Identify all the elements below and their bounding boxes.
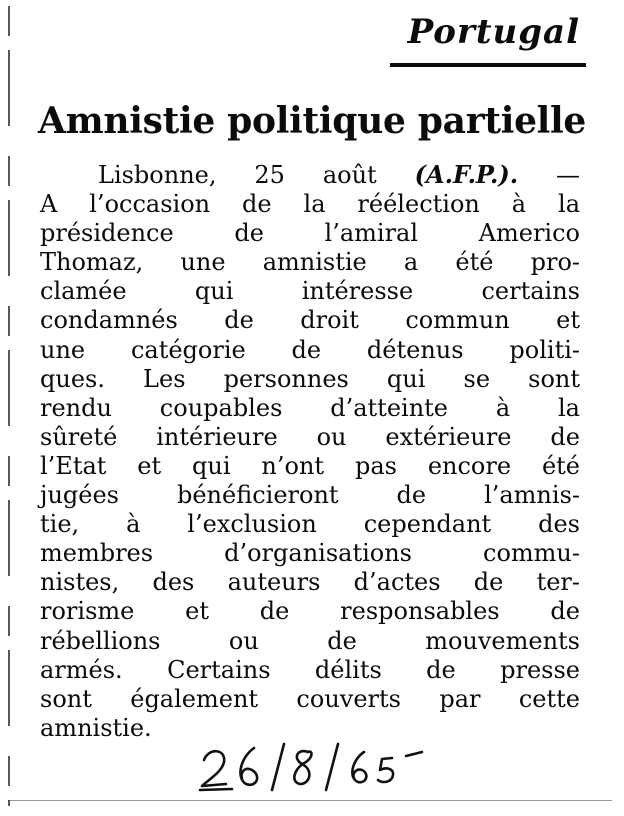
- dateline-dash: —: [555, 161, 580, 189]
- article-line: une catégorie de détenus politi-: [40, 335, 580, 364]
- article-line: Thomaz, une amnistie a été pro-: [40, 248, 580, 277]
- article-line: l’Etat et qui n’ont pas encore été: [40, 451, 580, 480]
- article-dateline: [40, 160, 580, 190]
- article-line: tie, à l’exclusion cependant des: [40, 510, 580, 539]
- article-line: clamée qui intéresse certains: [40, 277, 580, 306]
- article-line: membres d’organisations commu-: [40, 539, 580, 568]
- article-line: armés. Certains délits de presse: [40, 655, 580, 684]
- article-line: sûreté intérieure ou extérieure de: [40, 422, 580, 451]
- article-line: rendu coupables d’atteinte à la: [40, 393, 580, 422]
- dateline-place: Lisbonne, 25 août: [98, 161, 377, 189]
- article-line: rorisme et de responsables de: [40, 597, 580, 626]
- handwritten-date-annotation: [196, 738, 436, 794]
- handwritten-date-drawing: [196, 738, 436, 794]
- article-line: nistes, des auteurs d’actes de ter-: [40, 568, 580, 597]
- article-line: amnistie.: [40, 713, 152, 742]
- article-line: jugées bénéficieront de l’amnis-: [40, 481, 580, 510]
- article-headline: Amnistie politique partielle: [38, 100, 587, 142]
- article-line: présidence de l’amiral Americo: [40, 219, 580, 248]
- article-line: rébellions ou de mouvements: [40, 626, 580, 655]
- section-underline: [390, 63, 586, 67]
- article-line: A l’occasion de la réélection à la: [40, 190, 580, 219]
- clipping-left-edge: [8, 6, 10, 806]
- dateline-agency: (A.F.P.).: [414, 160, 519, 189]
- section-title: Portugal: [407, 12, 580, 52]
- article-line: ques. Les personnes qui se sont: [40, 364, 580, 393]
- clipping-bottom-edge: [8, 800, 612, 801]
- article-body: [40, 160, 580, 743]
- article-line: sont également couverts par cette: [40, 684, 580, 713]
- article-line: condamnés de droit commun et: [40, 306, 580, 335]
